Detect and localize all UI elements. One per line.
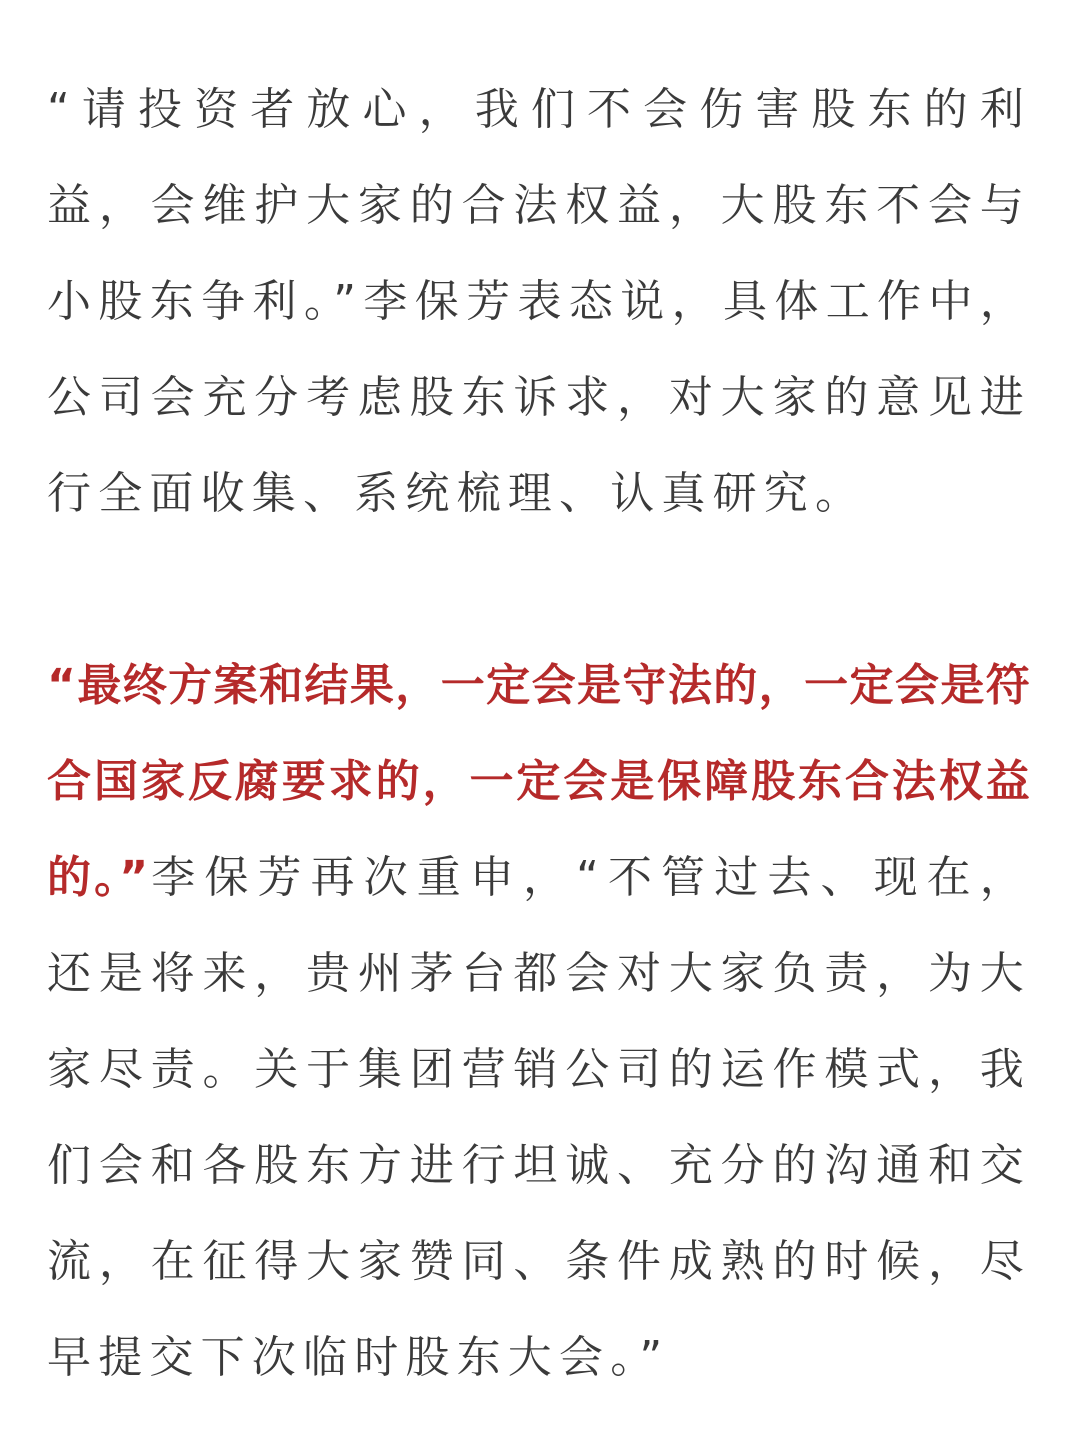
highlighted-quote: “最终方案和结果，一定会是守法的，一定会是符合国家反腐要求的，一定会是保障股东合法权益的。” bbox=[47, 660, 1031, 903]
paragraph-investor-assurance: “请投资者放心，我们不会伤害股东的利益，会维护大家的合法权益，大股东不会与小股东争利。”李保芳表态说，具体工作中，公司会充分考虑股东诉求，对大家的意见进行全面收集、系统梳理、认真研究。 bbox=[47, 84, 1031, 519]
paragraph-final-plan-text: 李保芳再次重申，“不管过去、现在，还是将来，贵州茅台都会对大家负责，为大家尽责。关于集团营销公司的运作模式，我们会和各股东方进行坦诚、充分的沟通和交流，在征得大家赞同、条件成熟的时候，尽早提交下次临时股东大会。” bbox=[47, 852, 1031, 1383]
article-body bbox=[47, 62, 1031, 1406]
paragraph-final-plan bbox=[47, 638, 1031, 1406]
